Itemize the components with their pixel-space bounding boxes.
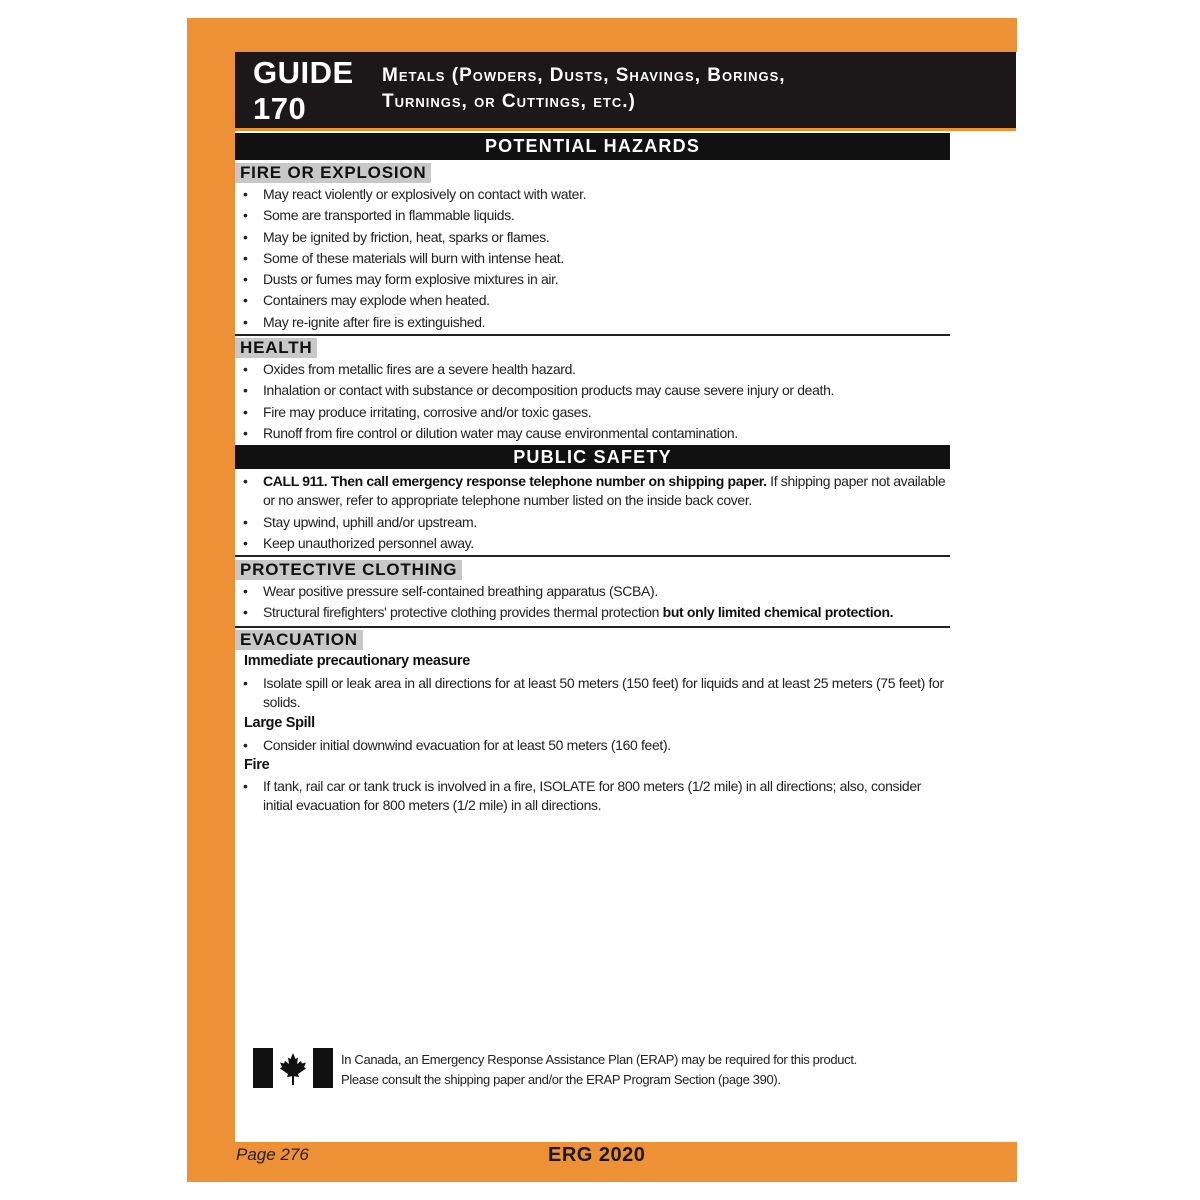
immediate-measure-list bbox=[243, 674, 953, 714]
list-item: • Inhalation or contact with substance or decomposition products may cause severe injury or death. bbox=[243, 380, 953, 401]
list-item: • Some are transported in flammable liquids. bbox=[243, 205, 953, 226]
section-potential-hazards: POTENTIAL HAZARDS bbox=[235, 133, 950, 160]
divider bbox=[235, 626, 950, 628]
public-safety-list bbox=[243, 472, 953, 555]
guide-header bbox=[235, 52, 1016, 131]
list-item: • If tank, rail car or tank truck is involved in a fire, ISOLATE for 800 meters (1/2 mile) in all directions; also, consider initial evacuation for 800 meters (1/2 mile) in all directions. bbox=[243, 777, 953, 817]
guide-word: GUIDE bbox=[253, 55, 354, 90]
canada-erap-note bbox=[341, 1050, 857, 1090]
health-list bbox=[243, 359, 953, 444]
fire-list bbox=[243, 777, 953, 817]
section-public-safety: PUBLIC SAFETY bbox=[235, 445, 950, 469]
clothing-text: Structural firefighters' protective clothing provides thermal protection bbox=[263, 604, 663, 621]
canada-note-line2: Please consult the shipping paper and/or the ERAP Program Section (page 390). bbox=[341, 1072, 781, 1087]
list-item bbox=[243, 472, 953, 512]
list-item: • May react violently or explosively on contact with water. bbox=[243, 184, 953, 205]
clothing-bold-text: but only limited chemical protection. bbox=[662, 604, 894, 621]
guide-title-line2: Turnings, or Cuttings, etc.) bbox=[382, 91, 636, 112]
subhead-fire-or-explosion: FIRE OR EXPLOSION bbox=[235, 163, 431, 183]
orange-frame-left bbox=[187, 18, 235, 1182]
guide-title bbox=[382, 63, 1002, 115]
canada-flag-icon bbox=[253, 1048, 333, 1088]
divider bbox=[235, 334, 950, 336]
list-item: • Oxides from metallic fires are a severe health hazard. bbox=[243, 359, 953, 380]
list-item: • Isolate spill or leak area in all directions for at least 50 meters (150 feet) for liquids and at least 25 meters (75 feet) for solids. bbox=[243, 674, 953, 714]
fire-explosion-list bbox=[243, 184, 953, 333]
call-911-text: CALL 911. Then call emergency response telephone number on shipping paper. bbox=[263, 473, 767, 489]
fire-heading: Fire bbox=[244, 757, 270, 773]
list-item: • Containers may explode when heated. bbox=[243, 290, 953, 311]
subhead-protective-clothing: PROTECTIVE CLOTHING bbox=[235, 560, 462, 580]
guide-number: 170 bbox=[253, 91, 307, 126]
large-spill-list bbox=[243, 735, 953, 756]
divider bbox=[235, 555, 950, 557]
subhead-evacuation: EVACUATION bbox=[235, 630, 363, 650]
list-item: • Dusts or fumes may form explosive mixtures in air. bbox=[243, 269, 953, 290]
immediate-measure-heading: Immediate precautionary measure bbox=[244, 653, 471, 669]
guide-title-line1: Metals (Powders, Dusts, Shavings, Borings, bbox=[382, 65, 786, 86]
list-item: • Wear positive pressure self-contained breathing apparatus (SCBA). bbox=[243, 581, 953, 602]
list-item: • Consider initial downwind evacuation for at least 50 meters (160 feet). bbox=[243, 735, 953, 756]
large-spill-heading: Large Spill bbox=[244, 715, 315, 731]
call-911-rest: If shipping paper not available or no answer, refer to appropriate telephone number listed on the inside back cover. bbox=[263, 473, 946, 508]
orange-frame-top bbox=[187, 18, 1017, 52]
page-number: Page 276 bbox=[236, 1145, 309, 1164]
list-item: • May re-ignite after fire is extinguished. bbox=[243, 312, 953, 333]
canada-note-line1: In Canada, an Emergency Response Assistance Plan (ERAP) may be required for this product. bbox=[341, 1052, 857, 1067]
erg-edition: ERG 2020 bbox=[548, 1144, 646, 1166]
protective-clothing-list bbox=[243, 581, 953, 624]
list-item: • May be ignited by friction, heat, sparks or flames. bbox=[243, 227, 953, 248]
list-item: • Some of these materials will burn with intense heat. bbox=[243, 248, 953, 269]
list-item: • Fire may produce irritating, corrosive and/or toxic gases. bbox=[243, 402, 953, 423]
list-item bbox=[243, 602, 953, 623]
list-item: • Keep unauthorized personnel away. bbox=[243, 533, 953, 554]
guide-number-label bbox=[253, 55, 354, 127]
list-item: • Stay upwind, uphill and/or upstream. bbox=[243, 512, 953, 533]
list-item: • Runoff from fire control or dilution water may cause environmental contamination. bbox=[243, 423, 953, 444]
subhead-health: HEALTH bbox=[235, 338, 317, 358]
